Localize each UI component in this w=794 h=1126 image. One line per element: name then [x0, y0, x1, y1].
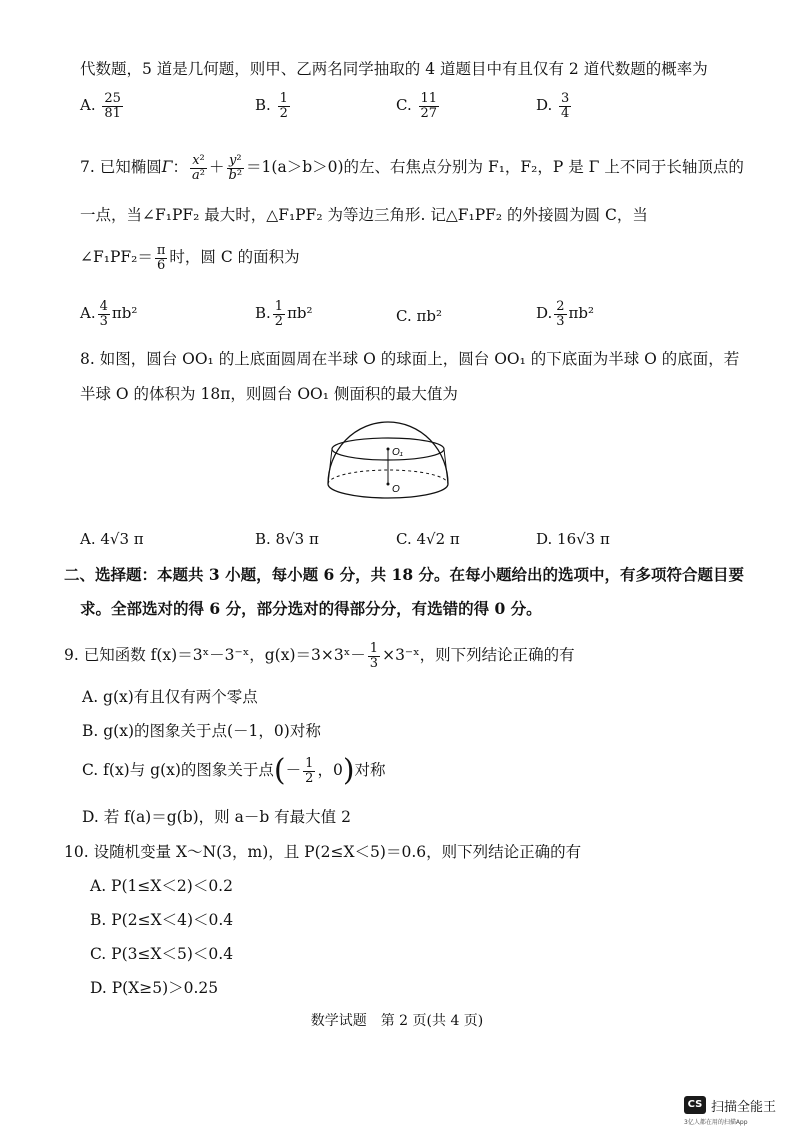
q9-option-c: C. f(x)与 g(x)的图象关于点(－ $\frac{1}{2}$ ，0)对称 — [82, 753, 386, 788]
q8-stem-line1: 8. 如图，圆台 OO₁ 的上底面圆周在半球 O 的球面上，圆台 OO₁ 的下底面为半球 O 的底面，若 — [80, 350, 740, 368]
q9-stem: 9. 已知函数 f(x)＝3ˣ－3⁻ˣ，g(x)＝3×3ˣ－ $\frac{1}{3}$ ×3⁻ˣ，则下列结论正确的有 — [64, 641, 575, 671]
option-label: A. — [80, 96, 96, 115]
q9-option-d: D. 若 f(a)＝g(b)，则 a－b 有最大值 2 — [82, 808, 351, 826]
q7-option-d: D. $\frac{2}{3}$ πb² — [536, 299, 595, 329]
q7-option-a: A. $\frac{4}{3}$ πb² — [80, 299, 138, 329]
fraction: $\frac{\pi}{6}$ — [156, 243, 166, 273]
q8-option-b: B. 8√3 π — [255, 530, 319, 548]
fraction: $\frac{2}{3}$ — [556, 299, 565, 329]
frustum-side-left — [328, 449, 332, 484]
point-o — [387, 483, 390, 486]
q6-option-d — [536, 92, 573, 120]
option-label: C. — [396, 96, 412, 115]
page-footer: 数学试题 第 2 页(共 4 页) — [310, 1013, 484, 1029]
watermark-subtitle: 3亿人都在用的扫描App — [684, 1119, 748, 1126]
option-label: B. — [255, 96, 271, 115]
frustum-side-right — [444, 449, 448, 484]
option-label: D. — [536, 96, 553, 115]
q9-option-b: B. g(x)的图象关于点(－1，0)对称 — [82, 722, 321, 740]
q8-option-d: D. 16√3 π — [536, 530, 610, 548]
q10-option-c: C. P(3≤X＜5)＜0.4 — [90, 945, 234, 963]
q7-stem-line1: 7. 已知椭圆Γ： $\frac{\text{x²}}{\text{a²}}$ ＋ $\frac{\text{y²}}{\text{b²}}$ ＝1(a＞b＞0)的左、右焦点分别为 F₁，F₂，P 是 Γ 上不同于长轴顶点的 — [80, 153, 744, 183]
camscanner-logo-icon: CS — [684, 1096, 706, 1114]
fraction: $\frac{11}{27}$ — [420, 91, 438, 121]
fraction: $\frac{\text{x²}}{\text{a²}}$ — [192, 153, 205, 183]
fraction: $\frac{25}{81}$ — [104, 91, 121, 121]
q10-option-b: B. P(2≤X＜4)＜0.4 — [90, 911, 234, 929]
q6-option-c — [396, 92, 441, 120]
hemisphere-frustum-figure — [318, 404, 458, 510]
section-heading-line2: 求。全部选对的得 6 分，部分选对的得部分分，有选错的得 0 分。 — [80, 599, 542, 618]
q10-option-a: A. P(1≤X＜2)＜0.2 — [90, 877, 233, 895]
q8-option-a: A. 4√3 π — [80, 530, 144, 548]
q7-stem-line2: 一点，当∠F₁PF₂ 最大时，△F₁PF₂ 为等边三角形. 记△F₁PF₂ 的外接圆为圆 C，当 — [80, 206, 648, 224]
label-o1: O₁ — [392, 447, 403, 458]
q6-option-a — [80, 92, 125, 120]
watermark-title: 扫描全能王 — [711, 1100, 777, 1115]
q10-stem: 10. 设随机变量 X～N(3，m)，且 P(2≤X＜5)＝0.6，则下列结论正确的有 — [64, 843, 582, 861]
q7-option-c: C. πb² — [396, 307, 442, 325]
q7-stem-line3: ∠F₁PF₂＝ $\frac{\pi}{6}$ 时，圆 C 的面积为 — [80, 243, 300, 273]
fraction: $\frac{\text{y²}}{\text{b²}}$ — [228, 153, 243, 183]
fraction: $\frac{1}{2}$ — [305, 755, 314, 786]
q6-option-b — [255, 92, 292, 120]
label-o: O — [392, 484, 400, 495]
fraction: $\frac{4}{3}$ — [99, 299, 108, 329]
section-heading-line1: 二、选择题：本题共 3 小题，每小题 6 分，共 18 分。在每小题给出的选项中，有多项符合题目要 — [64, 565, 745, 584]
q10-option-d: D. P(X≥5)＞0.25 — [90, 979, 219, 997]
q8-option-c: C. 4√2 π — [396, 530, 460, 548]
fraction: $\frac{3}{4}$ — [561, 91, 570, 121]
fraction: $\frac{1}{2}$ — [279, 91, 288, 121]
point-o1 — [387, 448, 390, 451]
q7-option-b: B. $\frac{1}{2}$ πb² — [255, 299, 313, 329]
fraction: $\frac{1}{2}$ — [274, 299, 284, 329]
q9-option-a: A. g(x)有且仅有两个零点 — [82, 688, 258, 706]
q8-stem-line2: 半球 O 的体积为 18π，则圆台 OO₁ 侧面积的最大值为 — [80, 385, 458, 403]
base-ellipse-front — [328, 484, 448, 498]
fraction: $\frac{1}{3}$ — [369, 641, 379, 671]
q6-stem: 代数题，5 道是几何题，则甲、乙两名同学抽取的 4 道题目中有且仅有 2 道代数题的概率为 — [80, 60, 708, 78]
